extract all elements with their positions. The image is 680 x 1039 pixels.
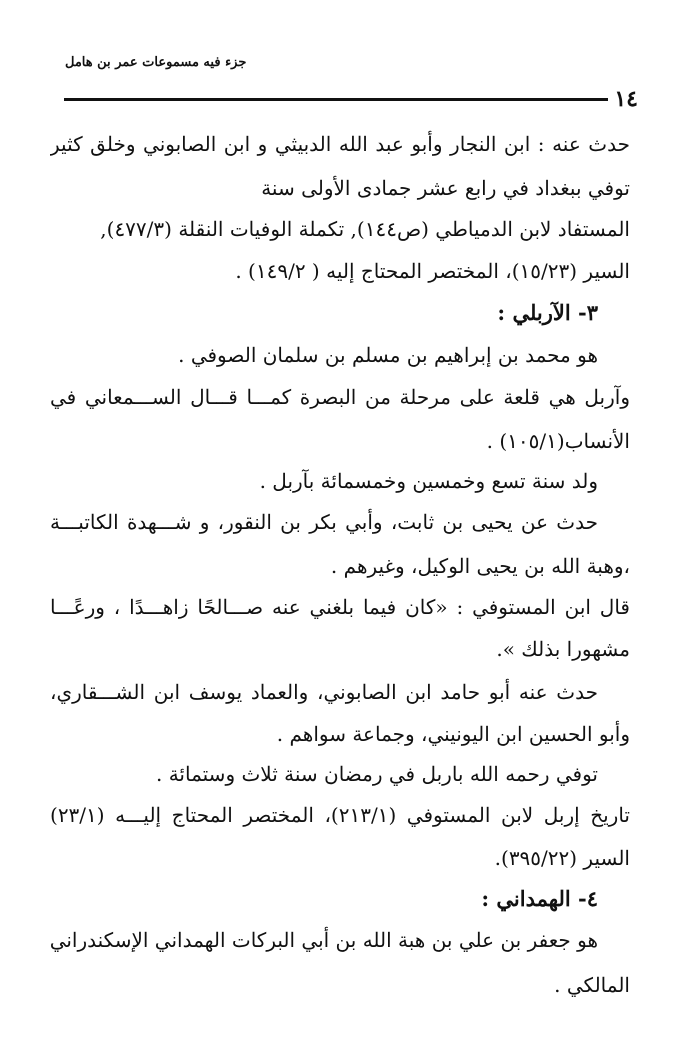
text-line-15: وأبو الحسين ابن اليونيني، وجماعة سواهم . [276, 722, 630, 746]
text-line-14: حدث عنه أبو حامد ابن الصابوني، والعماد يوسف ابن الشـــقاري، [50, 680, 598, 704]
page-number: ١٤ [614, 86, 638, 112]
text-line-12: قال ابن المستوفي : «كان فيما بلغني عنه صـــالحًا زاهـــدًا ، ورعًـــا [50, 595, 630, 619]
running-header-title: جزء فيه مسموعات عمر بن هامل [65, 55, 247, 70]
section-heading-3: ٣- الآربلي : [497, 300, 598, 325]
section-heading-4: ٤- الهمداني : [481, 886, 598, 911]
text-line-16: توفي رحمه الله باربل في رمضان سنة ثلاث وستمائة . [155, 762, 598, 786]
text-line-10: حدث عن يحيى بن ثابت، وأبي بكر بن النقور، و شـــهدة الكاتبـــة [50, 510, 598, 534]
text-line-6: هو محمد بن إبراهيم بن مسلم بن سلمان الصوفي . [178, 343, 598, 367]
text-line-7: وآربل هي قلعة على مرحلة من البصرة كمـــا قـــال الســـمعاني في [50, 385, 630, 409]
text-line-17: تاريخ إربل لابن المستوفي (٢١٣/١)، المختصر المحتاج إليـــه (٢٣/١) [50, 803, 630, 827]
text-line-13: مشهورا بذلك ». [496, 637, 630, 661]
text-line-11: ،وهبة الله بن يحيى الوكيل، وغيرهم . [330, 554, 630, 578]
text-line-1: حدث عنه : ابن النجار وأبو عبد الله الدبيثي و ابن الصابوني وخلق كثير [50, 132, 630, 156]
header-divider [64, 98, 608, 101]
text-line-18: السير (٣٩٥/٢٢). [494, 846, 630, 870]
text-line-20: هو جعفر بن علي بن هبة الله بن أبي البركات الهمداني الإسكندراني [50, 928, 598, 952]
text-line-9: ولد سنة تسع وخمسين وخمسمائة بآربل . [259, 469, 598, 493]
text-line-4: السير (١٥/٢٣)، المختصر المحتاج إليه ( ١٤٩/٢) . [235, 259, 630, 283]
text-line-2: توفي ببغداد في رابع عشر جمادى الأولى سنة [261, 176, 630, 200]
text-line-3: المستفاد لابن الدمياطي (ص١٤٤), تكملة الوفيات النقلة (٤٧٧/٣), [100, 217, 630, 241]
text-line-21: المالكي . [554, 973, 630, 997]
text-line-8: الأنساب(١٠٥/١) . [486, 429, 630, 453]
